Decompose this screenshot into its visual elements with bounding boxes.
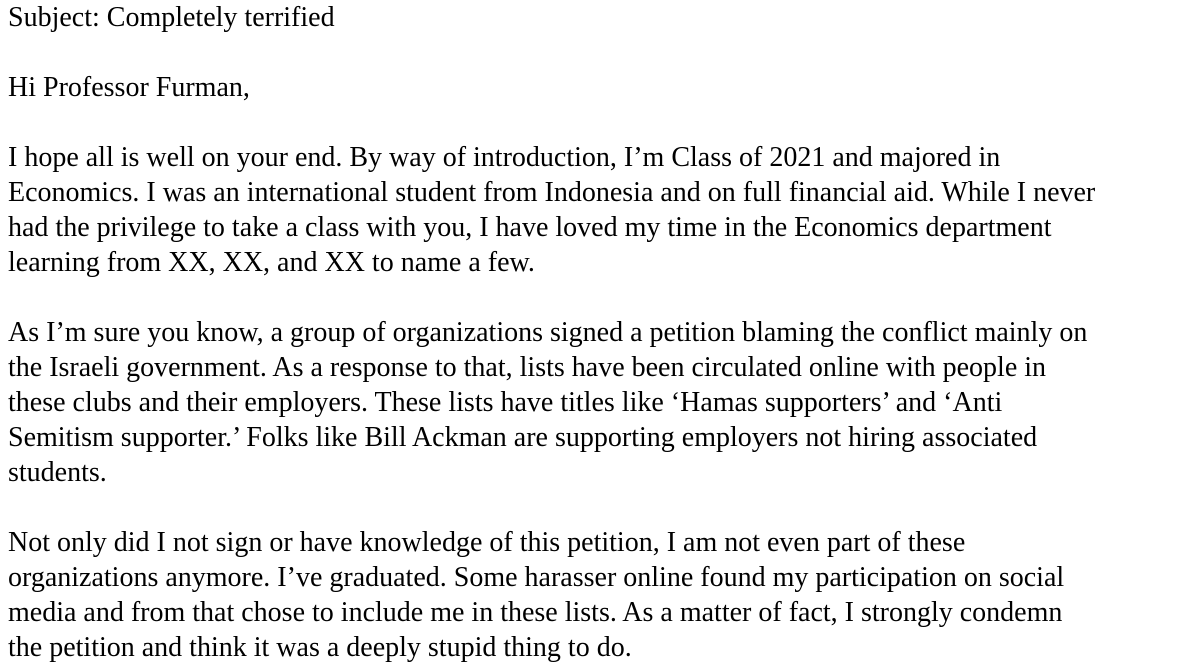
text-line: the petition and think it was a deeply stupid thing to do. [8, 632, 632, 663]
spacer [8, 105, 1194, 140]
text-line: Not only did I not sign or have knowledge of this petition, I am not even part of these [8, 527, 966, 558]
text-line: organizations anymore. I’ve graduated. Some harasser online found my participation on social [8, 562, 1065, 593]
email-body [8, 0, 1194, 665]
text-line: students. [8, 457, 107, 488]
text-line: As I’m sure you know, a group of organizations signed a petition blaming the conflict mainly on [8, 317, 1088, 348]
email-subject: Subject: Completely terrified [8, 2, 335, 33]
text-line: Economics. I was an international student from Indonesia and on full financial aid. While I never [8, 177, 1096, 208]
text-line: Semitism supporter.’ Folks like Bill Ackman are supporting employers not hiring associated [8, 422, 1038, 453]
paragraph-petition-context [8, 315, 1194, 490]
text-line: these clubs and their employers. These lists have titles like ‘Hamas supporters’ and ‘Anti [8, 387, 1003, 418]
spacer [8, 280, 1194, 315]
text-line: the Israeli government. As a response to that, lists have been circulated online with people in [8, 352, 1047, 383]
spacer [8, 490, 1194, 525]
text-line: media and from that chose to include me in these lists. As a matter of fact, I strongly condemn [8, 597, 1063, 628]
spacer [8, 35, 1194, 70]
text-line: I hope all is well on your end. By way of introduction, I’m Class of 2021 and majored in [8, 142, 1001, 173]
paragraph-introduction [8, 140, 1194, 280]
paragraph-personal-situation [8, 525, 1194, 665]
text-line: had the privilege to take a class with you, I have loved my time in the Economics department [8, 212, 1052, 243]
email-greeting: Hi Professor Furman, [8, 72, 250, 103]
text-line: learning from XX, XX, and XX to name a few. [8, 247, 535, 278]
